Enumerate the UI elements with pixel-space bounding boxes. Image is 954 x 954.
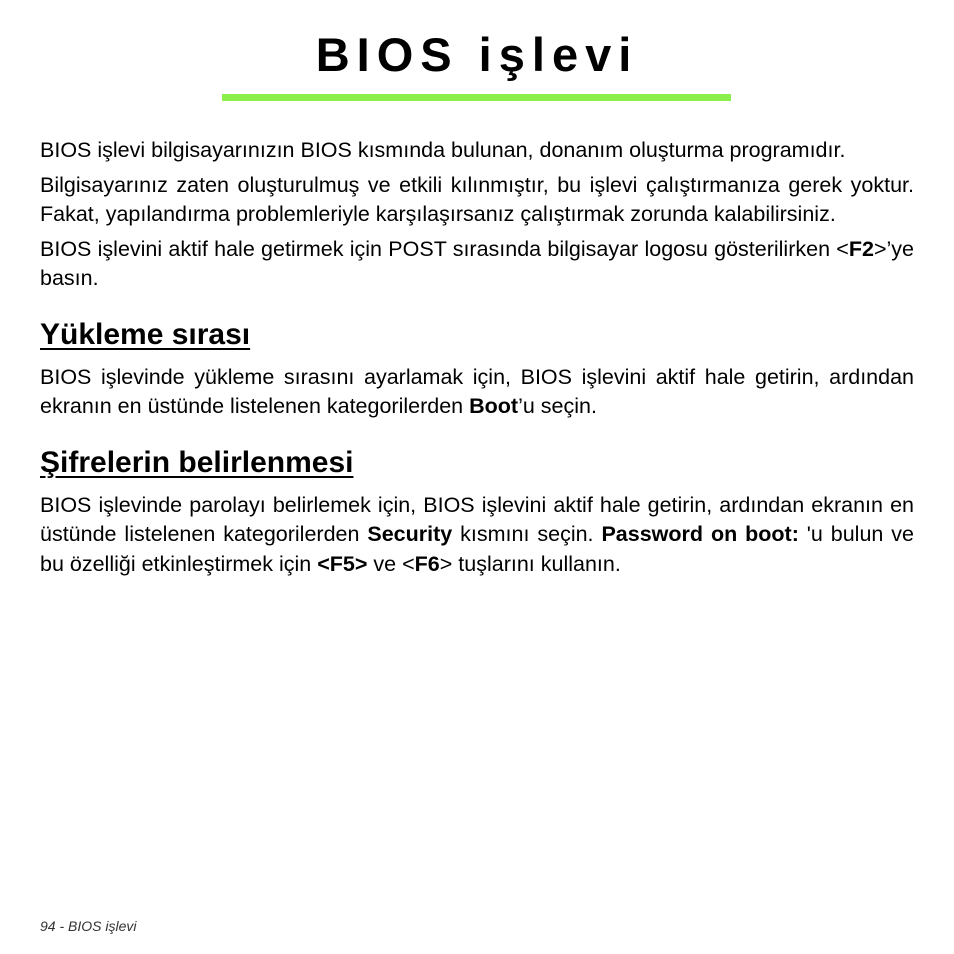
intro-p1-text: BIOS işlevi bilgisayarınızın BIOS kısmında bulunan, donanım oluşturma programıdır. — [40, 138, 846, 162]
intro-paragraph-3 — [40, 235, 914, 294]
boot-order-heading: Yükleme sırası — [40, 317, 251, 351]
password-text-1: BIOS işlevinde parolayı belirlemek için, BIOS işlevini aktif hale getirin, ardından ekranın en üstünde listelenen kategorilerden — [40, 492, 914, 546]
boot-order-paragraph — [40, 363, 914, 422]
page-footer: 94 - BIOS işlevi — [40, 918, 137, 934]
password-on-boot-keyword: Password on boot: — [601, 522, 799, 546]
intro-paragraph-1 — [40, 136, 914, 166]
intro-p3-text-before: BIOS işlevini aktif hale getirmek için POST sırasında bilgisayar logosu gösterilirken < — [40, 236, 849, 261]
key-f5: <F5> — [317, 551, 368, 576]
boot-text-before: BIOS işlevinde yükleme sırasını ayarlamak için, BIOS işlevini aktif hale getirin, ardından ekranın en üstünde listelenen kategorilerden — [40, 364, 914, 418]
key-f6: F6 — [414, 551, 440, 576]
intro-p3-text-after: >’ye basın. — [40, 236, 914, 290]
password-text-5: > tuşlarını kullanın. — [439, 551, 621, 576]
password-text-2: kısmını seçin. — [452, 522, 602, 546]
boot-text-after: ’u seçin. — [518, 394, 597, 418]
title-underline-bar — [222, 94, 731, 101]
key-f2: F2 — [848, 236, 874, 261]
page-title: BIOS işlevi — [315, 28, 639, 81]
boot-keyword: Boot — [469, 394, 519, 418]
main-content — [40, 136, 914, 584]
password-paragraph — [40, 491, 914, 580]
security-keyword: Security — [367, 522, 453, 546]
password-text-3: 'u bulun ve bu özelliği etkinleştirmek için — [40, 522, 915, 576]
password-heading: Şifrelerin belirlenmesi — [40, 445, 354, 479]
password-text-4: ve < — [367, 551, 415, 576]
intro-p2-text: Bilgisayarınız zaten oluşturulmuş ve etkili kılınmıştır, bu işlevi çalıştırmanıza gerek yoktur. Fakat, yapılandırma problemleriyle karşılaşırsanız çalıştırmak zorunda kalabilirsiniz. — [40, 172, 914, 226]
intro-paragraph-2 — [40, 171, 914, 230]
